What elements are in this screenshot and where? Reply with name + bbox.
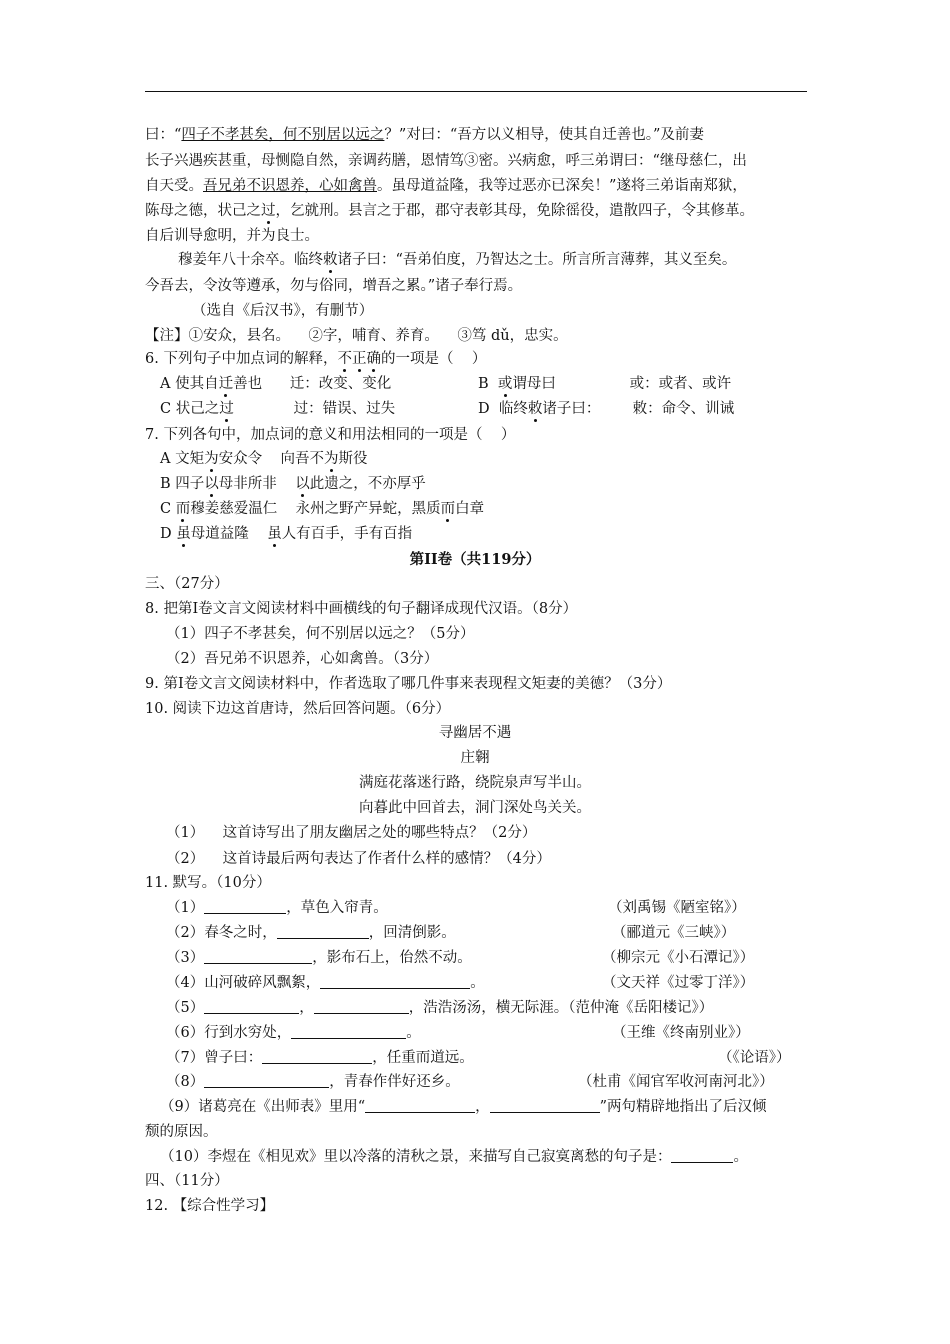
dotted-word: 正 [351, 351, 367, 367]
underlined-sentence-2: 吾兄弟不识恩养，心如禽兽 [203, 178, 377, 194]
passage-line-1 [145, 125, 704, 145]
text: 。 [406, 1025, 421, 1041]
text: ，回清倒影。 [368, 925, 456, 941]
text: （1） [166, 900, 205, 916]
dotted-word: 不 [337, 351, 352, 367]
text: 穆姜慈爱温仁 永州之野产异蛇，黑质 [190, 501, 441, 517]
text: 安众令 向吾不 [218, 451, 325, 467]
text: ， [475, 1099, 490, 1115]
answer-blank[interactable] [204, 898, 286, 914]
q6-option-b [478, 374, 731, 394]
answer-blank[interactable] [365, 1097, 475, 1113]
text: 6. 下列句子中加点词的解释， [145, 351, 338, 367]
text: A 文矩 [160, 451, 205, 467]
q11-item-6-source: （王维《终南别业》） [612, 1025, 750, 1041]
q8-stem: 8. 把第I卷文言文阅读材料中画横线的句子翻译成现代汉语。（8分） [145, 601, 578, 617]
dotted-word: 而 [440, 501, 456, 517]
text: 谓母曰 或：或者、或许 [512, 376, 732, 392]
text: C 状己之 [160, 401, 220, 417]
text: （4）山河破碎风飘絮， [166, 975, 321, 991]
dotted-word: 以 [204, 476, 219, 492]
text: A 使其自 [160, 376, 219, 392]
text: 斯役 [338, 451, 368, 467]
q11-item-7 [166, 1048, 474, 1068]
poem-title: 寻幽居不遇 [438, 725, 512, 741]
text: ？”对曰：“吾方以义相导，使其自迁善也。”及前妻 [384, 127, 704, 143]
text: （5） [166, 1000, 205, 1016]
text: 曰：“ [145, 127, 182, 143]
q11-item-2 [166, 923, 456, 943]
q12-stem: 12. 【综合性学习】 [145, 1198, 275, 1214]
q11-item-8-source: （杜甫《闻官军收河南河北》） [578, 1074, 774, 1090]
q6-stem [145, 349, 486, 369]
text: D 临终 [478, 401, 528, 417]
passage-line-6 [178, 250, 736, 270]
q7-option-b [160, 474, 426, 494]
passage-line-5: 自后训导愈明，并为良士。 [145, 228, 319, 244]
q8-sub-2: （2）吾兄弟不识恩养，心如禽兽。（3分） [166, 651, 439, 667]
q7-stem: 7. 下列各句中，加点词的意义和用法相同的一项是（ ） [145, 427, 516, 443]
dotted-word: 为 [204, 451, 219, 467]
q10-stem: 10. 阅读下边这首唐诗，然后回答问题。（6分） [145, 701, 451, 717]
q6-option-a [160, 374, 391, 394]
text: 过：错误、过失 [233, 401, 396, 417]
q11-item-4 [166, 973, 485, 993]
q11-item-9-cont: 颓的原因。 [145, 1124, 218, 1140]
q11-item-4-source: （文天祥《过零丁洋》） [602, 975, 755, 991]
text: 诸子曰： 敕：命令、训诫 [542, 401, 735, 417]
text: ， [299, 1000, 314, 1016]
q11-item-1-source: （刘禹锡《陋室铭》） [608, 900, 746, 916]
answer-blank[interactable] [320, 973, 470, 989]
text: ，乞就刑。县言之于郡，郡守表彰其母，免除徭役，遣散四子，令其修革。 [275, 203, 754, 219]
text: （2）春冬之时， [166, 925, 277, 941]
dotted-word: 敕 [323, 252, 338, 268]
text: ，影布石上，佁然不动。 [312, 950, 472, 966]
dotted-word: 以 [295, 476, 310, 492]
text: ，浩浩汤汤，横无际涯。（范仲淹《岳阳楼记》） [408, 1000, 714, 1016]
q6-option-c [160, 399, 395, 419]
q11-item-9 [160, 1097, 767, 1117]
answer-blank[interactable] [291, 1023, 406, 1039]
text: ，青春作伴好还乡。 [329, 1074, 460, 1090]
q11-item-3 [166, 948, 472, 968]
poem-line-2: 向暮此中回首去，洞门深处鸟关关。 [359, 800, 591, 816]
answer-blank[interactable] [262, 1048, 372, 1064]
dotted-word: 确 [366, 351, 381, 367]
text: 的一项是（ ） [380, 351, 487, 367]
text: （10）李煜在《相见欢》里以冷落的清秋之景，来描写自己寂寞离愁的句子是： [160, 1149, 672, 1165]
answer-blank[interactable] [204, 948, 312, 964]
q11-item-5 [166, 998, 713, 1018]
text: 。 [470, 975, 485, 991]
text: B [478, 376, 498, 392]
text: （3） [166, 950, 205, 966]
text: 。虽母道益隆，我等过恶亦已深矣！”遂将三弟诣南郑狱， [377, 178, 747, 194]
q10-sub-1: （1） 这首诗写出了朋友幽居之处的哪些特点？（2分） [166, 825, 537, 841]
text: B 四子 [160, 476, 205, 492]
q11-item-1 [166, 898, 388, 918]
section-3-heading: 三、（27分） [145, 576, 229, 592]
answer-blank[interactable] [204, 1072, 329, 1088]
dotted-word: 为 [324, 451, 339, 467]
text: （9）诸葛亮在《出师表》里用“ [160, 1099, 366, 1115]
text: ，任重而道远。 [372, 1050, 474, 1066]
passage-line-4 [145, 201, 754, 221]
text: ”两句精辟地指出了后汉倾 [599, 1099, 767, 1115]
text: 穆姜年八十余卒。临终 [178, 252, 323, 268]
passage-note: 【注】①安众，县名。 ②字，哺育、养育。 ③笃 dǔ，忠实。 [145, 328, 568, 344]
passage-source: （选自《后汉书》，有删节） [192, 303, 374, 319]
dotted-word: 或 [497, 376, 513, 392]
answer-blank[interactable] [314, 998, 409, 1014]
text: 。 [733, 1149, 748, 1165]
q11-item-6 [166, 1023, 421, 1043]
text: （6）行到水穷处， [166, 1025, 292, 1041]
dotted-word: 而 [175, 501, 191, 517]
dotted-word: 虽 [267, 526, 282, 542]
q10-sub-2: （2） 这首诗最后两句表达了作者什么样的感情？（4分） [166, 851, 551, 867]
q8-sub-1: （1）四子不孝甚矣，何不别居以远之？（5分） [166, 626, 475, 642]
q9-stem: 9. 第I卷文言文阅读材料中，作者选取了哪几件事来表现程文矩妻的美德？（3分） [145, 676, 672, 692]
dotted-word: 过 [261, 203, 276, 219]
text: 母非所非 [218, 476, 296, 492]
text: 人有百手，手有百指 [281, 526, 413, 542]
text: 母道益隆 [190, 526, 268, 542]
text: D [160, 526, 177, 542]
passage-line-7: 今吾去，令汝等遵承，勿与俗同，增吾之累。”诸子奉行焉。 [145, 278, 523, 294]
poem-author: 庄翱 [460, 750, 490, 766]
text: C [160, 501, 176, 517]
poem-line-1: 满庭花落迷行路，绕院泉声写半山。 [359, 775, 591, 791]
section-4-heading: 四、（11分） [145, 1173, 229, 1189]
dotted-word: 敕 [527, 401, 543, 417]
dotted-word: 过 [219, 401, 234, 417]
text: 诸子曰：“吾弟伯度，乃智达之士。所言所言薄葬，其义至矣。 [337, 252, 737, 268]
answer-blank[interactable] [277, 923, 369, 939]
q7-option-d [160, 524, 412, 544]
text: 自天受。 [145, 178, 203, 194]
text: 陈母之德，状己之 [145, 203, 261, 219]
header-rule [145, 91, 807, 92]
q7-option-a [160, 449, 368, 469]
passage-line-2: 长子兴遇疾甚重，母恻隐自然，亲调药膳，恩情笃③密。兴病愈，呼三弟谓曰：“继母慈仁，出 [145, 153, 747, 169]
q11-item-8 [166, 1072, 460, 1092]
text: 白章 [455, 501, 485, 517]
text: （8） [166, 1074, 205, 1090]
answer-blank[interactable] [204, 998, 299, 1014]
q11-item-7-source: （《论语》） [718, 1050, 791, 1066]
dotted-word: 迁 [218, 376, 234, 392]
text: （7）曾子曰： [166, 1050, 263, 1066]
q6-option-d [478, 399, 734, 419]
q11-stem: 11. 默写。（10分） [145, 875, 271, 891]
q11-item-10 [160, 1147, 748, 1167]
dotted-word: 虽 [176, 526, 191, 542]
text: 善也 迁：改变、变化 [233, 376, 392, 392]
q11-item-3-source: （柳宗元《小石潭记》） [602, 950, 755, 966]
q7-option-c [160, 499, 484, 519]
text: 此遗之，不亦厚乎 [309, 476, 426, 492]
passage-line-3 [145, 176, 747, 196]
answer-blank[interactable] [671, 1147, 733, 1163]
volume-2-title: 第II卷（共119分） [409, 551, 541, 568]
underlined-sentence-1: 四子不孝甚矣，何不别居以远之 [181, 127, 385, 143]
text: ，草色入帘青。 [286, 900, 388, 916]
answer-blank[interactable] [490, 1097, 600, 1113]
q11-item-2-source: （郦道元《三峡》） [612, 925, 736, 941]
